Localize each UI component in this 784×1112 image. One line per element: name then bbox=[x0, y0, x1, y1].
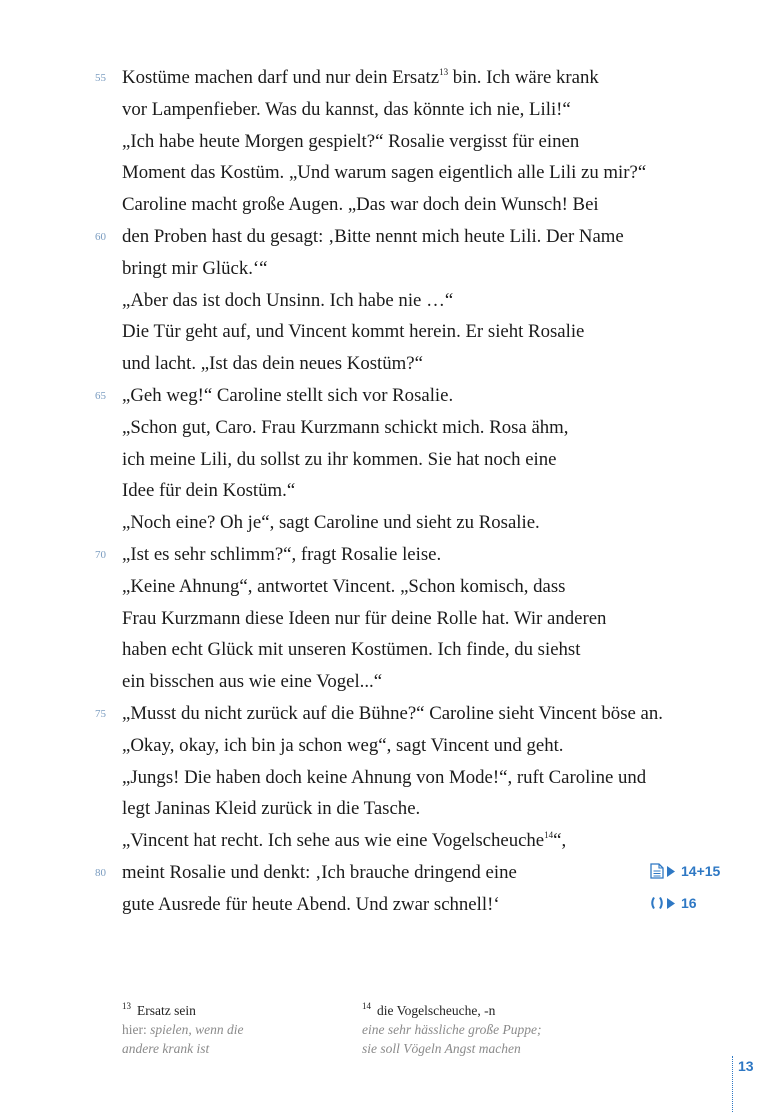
line-number: 80 bbox=[95, 866, 106, 879]
footnote-13: $^{13}$ Ersatz sein hier: spielen, wenn die andere krank ist bbox=[122, 1001, 244, 1056]
text-line: 70 „Ist es sehr schlimm?“, fragt Rosalie leise. bbox=[122, 539, 732, 571]
text-line: 55 Kostüme machen darf und nur dein Ersatz$^{13}$ bin. Ich wäre krank bbox=[122, 62, 732, 94]
text-line: „Schon gut, Caro. Frau Kurzmann schickt mich. Rosa ähm, bbox=[122, 416, 569, 438]
footnote-marker: 14 bbox=[544, 830, 554, 841]
footnote-number: 14 bbox=[362, 1001, 371, 1011]
text-line: Caroline macht große Augen. „Das war doch dein Wunsch! Bei bbox=[122, 194, 599, 216]
text-line: „Noch eine? Oh je“, sagt Caroline und sieht zu Rosalie. bbox=[122, 512, 540, 534]
footnote-term: Ersatz sein bbox=[137, 1003, 196, 1018]
text-line: gute Ausrede für heute Abend. Und zwar schnell!‘ bbox=[122, 893, 500, 915]
text-line: 60 den Proben hast du gesagt: ‚Bitte nennt mich heute Lili. Der Name bbox=[122, 221, 732, 253]
footnote-number: 13 bbox=[122, 1001, 131, 1011]
page-number: 13 bbox=[738, 1058, 754, 1074]
text-line: bringt mir Glück.‘“ bbox=[122, 257, 268, 279]
text-line: ein bisschen aus wie eine Vogel...“ bbox=[122, 671, 383, 693]
footnote-term: die Vogelscheuche, -n bbox=[377, 1003, 496, 1018]
text-line: „Keine Ahnung“, antwortet Vincent. „Schon komisch, dass bbox=[122, 575, 566, 597]
exercise-reference[interactable] bbox=[650, 860, 720, 882]
line-number: 65 bbox=[95, 389, 106, 402]
footnote-definition: eine sehr hässliche große Puppe; bbox=[362, 1022, 542, 1037]
line-number: 60 bbox=[95, 230, 106, 243]
text-line: haben echt Glück mit unseren Kostümen. Ich finde, du siehst bbox=[122, 639, 581, 661]
text-line: 65 „Geh weg!“ Caroline stellt sich vor Rosalie. bbox=[122, 380, 732, 412]
page-number-tab bbox=[732, 1056, 784, 1112]
line-number: 70 bbox=[95, 548, 106, 561]
audio-icon bbox=[650, 896, 664, 910]
text-line: „Vincent hat recht. Ich sehe aus wie eine Vogelscheuche$^{14}$“, bbox=[122, 830, 567, 852]
text-line: legt Janinas Kleid zurück in die Tasche. bbox=[122, 798, 421, 820]
text-line: ich meine Lili, du sollst zu ihr kommen. Sie hat noch eine bbox=[122, 448, 557, 470]
text-line: Idee für dein Kostüm.“ bbox=[122, 480, 296, 502]
text-line: „Aber das ist doch Unsinn. Ich habe nie …“ bbox=[122, 289, 454, 311]
text-line: vor Lampenfieber. Was du kannst, das könnte ich nie, Lili!“ bbox=[122, 98, 571, 120]
play-arrow-icon bbox=[667, 866, 675, 877]
line-number: 55 bbox=[95, 72, 106, 84]
document-icon bbox=[650, 863, 664, 879]
audio-reference[interactable] bbox=[650, 892, 697, 914]
text-line: 75 „Musst du nicht zurück auf die Bühne?“ Caroline sieht Vincent böse an. bbox=[122, 698, 732, 730]
footnote-14: $^{14}$ die Vogelscheuche, -n eine sehr hässliche große Puppe; sie soll Vögeln Angst machen bbox=[362, 1001, 542, 1056]
story-text bbox=[95, 62, 732, 921]
text-line: Frau Kurzmann diese Ideen nur für deine Rolle hat. Wir anderen bbox=[122, 607, 607, 629]
exercise-reference-label: 14+15 bbox=[681, 863, 721, 879]
text-line: und lacht. „Ist das dein neues Kostüm?“ bbox=[122, 353, 423, 375]
text-line: „Jungs! Die haben doch keine Ahnung von Mode!“, ruft Caroline und bbox=[122, 766, 647, 788]
text-line: Moment das Kostüm. „Und warum sagen eigentlich alle Lili zu mir?“ bbox=[122, 162, 647, 184]
text-line: „Ich habe heute Morgen gespielt?“ Rosalie vergisst für einen bbox=[122, 130, 580, 152]
audio-reference-label: 16 bbox=[681, 895, 697, 911]
footnote-marker: 13 bbox=[439, 67, 449, 77]
line-number: 75 bbox=[95, 707, 106, 720]
footnote-definition: spielen, wenn die bbox=[150, 1022, 244, 1037]
play-arrow-icon bbox=[667, 898, 675, 909]
text-line: Die Tür geht auf, und Vincent kommt herein. Er sieht Rosalie bbox=[122, 321, 585, 343]
text-line: 80 meint Rosalie und denkt: ‚Ich brauche dringend eine bbox=[122, 857, 732, 889]
text-line: „Okay, okay, ich bin ja schon weg“, sagt Vincent und geht. bbox=[122, 734, 564, 756]
